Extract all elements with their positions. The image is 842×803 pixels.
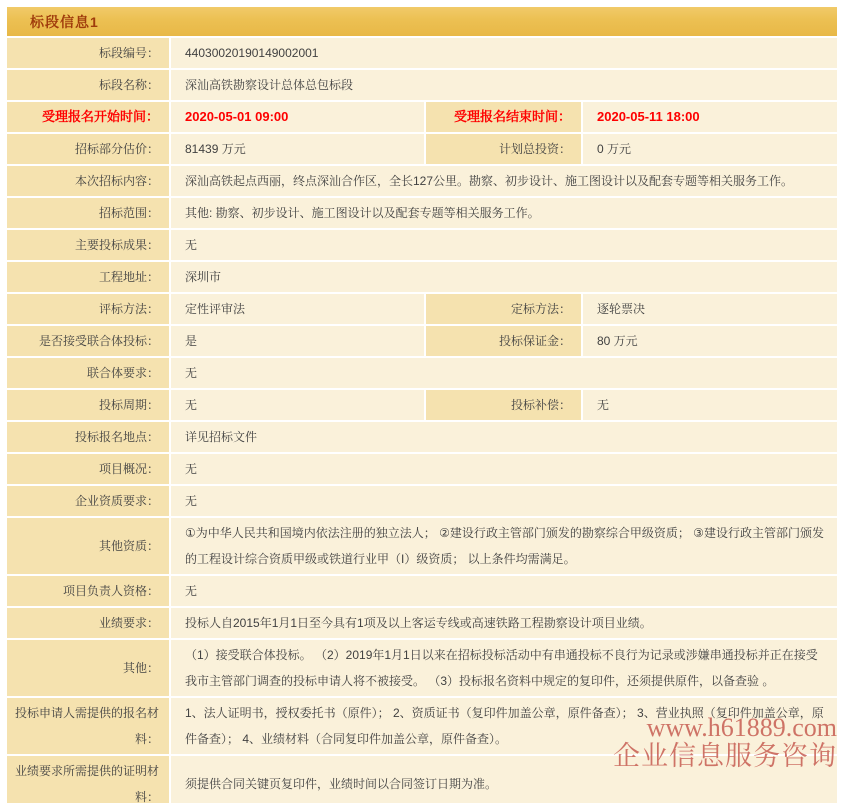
field-label: 评标方法： bbox=[7, 294, 169, 324]
field-value: 深汕高铁起点西丽，终点深汕合作区，全长127公里。勘察、初步设计、施工图设计以及配套专题等相关服务工作。 bbox=[171, 166, 837, 196]
table-row bbox=[7, 486, 837, 516]
table-row bbox=[7, 390, 837, 420]
field-value: 1、法人证明书，授权委托书（原件）； 2、资质证书（复印件加盖公章，原件备查）； 3、营业执照（复印件加盖公章，原件备查）； 4、业绩材料（合同复印件加盖公章，原件备查）。 bbox=[171, 698, 837, 754]
field-label: 联合体要求： bbox=[7, 358, 169, 388]
field-value: 投标人自2015年1月1日至今具有1项及以上客运专线或高速铁路工程勘察设计项目业绩。 bbox=[171, 608, 837, 638]
table-row bbox=[7, 294, 837, 324]
field-label: 工程地址： bbox=[7, 262, 169, 292]
field-value: （1）接受联合体投标。 （2）2019年1月1日以来在招标投标活动中有串通投标不良行为记录或涉嫌串通投标并正在接受我市主管部门调查的投标申请人将不被接受。 （3）投标报名资料中规定的复印件，还须提供原件，以备查验 。 bbox=[171, 640, 837, 696]
field-value: 是 bbox=[171, 326, 424, 356]
field-value: 无 bbox=[171, 576, 837, 606]
field-value: 81439 万元 bbox=[171, 134, 424, 164]
field-value: 44030020190149002001 bbox=[171, 38, 837, 68]
field-value: 无 bbox=[171, 230, 837, 260]
field-label: 投标报名地点： bbox=[7, 422, 169, 452]
field-label: 项目概况： bbox=[7, 454, 169, 484]
section-header bbox=[7, 7, 837, 36]
table-row bbox=[7, 756, 837, 803]
table-row bbox=[7, 230, 837, 260]
tender-panel bbox=[7, 7, 837, 803]
field-label: 标段名称： bbox=[7, 70, 169, 100]
field-value: 逐轮票决 bbox=[583, 294, 837, 324]
table-row bbox=[7, 198, 837, 228]
field-value: 详见招标文件 bbox=[171, 422, 837, 452]
field-label: 计划总投资： bbox=[426, 134, 581, 164]
field-label: 投标周期： bbox=[7, 390, 169, 420]
table-row bbox=[7, 102, 837, 132]
field-value: 深汕高铁勘察设计总体总包标段 bbox=[171, 70, 837, 100]
field-value: 80 万元 bbox=[583, 326, 837, 356]
field-label: 主要投标成果： bbox=[7, 230, 169, 260]
field-label: 招标范围： bbox=[7, 198, 169, 228]
field-value: 2020-05-01 09:00 bbox=[171, 102, 424, 132]
field-label: 受理报名结束时间： bbox=[426, 102, 581, 132]
table-row bbox=[7, 262, 837, 292]
field-label: 定标方法： bbox=[426, 294, 581, 324]
watermark-caption: 企业信息服务咨询 bbox=[613, 741, 837, 771]
field-value: ①为中华人民共和国境内依法注册的独立法人； ②建设行政主管部门颁发的勘察综合甲级资质； ③建设行政主管部门颁发的工程设计综合资质甲级或铁道行业甲（I）级资质； 以上条件均需满足。 bbox=[171, 518, 837, 574]
field-label: 业绩要求： bbox=[7, 608, 169, 638]
table-row bbox=[7, 640, 837, 696]
section-title: 标段信息1 bbox=[30, 13, 99, 30]
field-label: 招标部分估价： bbox=[7, 134, 169, 164]
field-label: 是否接受联合体投标： bbox=[7, 326, 169, 356]
field-value: 无 bbox=[171, 358, 837, 388]
table-row bbox=[7, 454, 837, 484]
table-row bbox=[7, 422, 837, 452]
field-label: 受理报名开始时间： bbox=[7, 102, 169, 132]
field-label: 企业资质要求： bbox=[7, 486, 169, 516]
tender-info-table bbox=[7, 38, 837, 803]
field-value: 2020-05-11 18:00 bbox=[583, 102, 837, 132]
field-value: 定性评审法 bbox=[171, 294, 424, 324]
field-label: 标段编号： bbox=[7, 38, 169, 68]
field-label: 本次招标内容： bbox=[7, 166, 169, 196]
field-value: 无 bbox=[171, 486, 837, 516]
table-row bbox=[7, 698, 837, 754]
field-label: 投标保证金： bbox=[426, 326, 581, 356]
table-row bbox=[7, 166, 837, 196]
table-row bbox=[7, 326, 837, 356]
watermark-url: www.h61889.com bbox=[646, 713, 837, 742]
table-row bbox=[7, 38, 837, 68]
field-value: 无 bbox=[583, 390, 837, 420]
table-row bbox=[7, 608, 837, 638]
field-label: 投标补偿： bbox=[426, 390, 581, 420]
field-value: 其他: 勘察、初步设计、施工图设计以及配套专题等相关服务工作。 bbox=[171, 198, 837, 228]
field-label: 项目负责人资格： bbox=[7, 576, 169, 606]
table-row bbox=[7, 134, 837, 164]
table-row bbox=[7, 70, 837, 100]
field-value: 须提供合同关键页复印件，业绩时间以合同签订日期为准。 bbox=[171, 756, 837, 803]
table-row bbox=[7, 358, 837, 388]
field-value: 深圳市 bbox=[171, 262, 837, 292]
table-row bbox=[7, 518, 837, 574]
field-label: 业绩要求所需提供的证明材料： bbox=[7, 756, 169, 803]
field-value: 无 bbox=[171, 454, 837, 484]
table-row bbox=[7, 576, 837, 606]
field-value: 0 万元 bbox=[583, 134, 837, 164]
field-label: 投标申请人需提供的报名材料： bbox=[7, 698, 169, 754]
field-value: 无 bbox=[171, 390, 424, 420]
field-label: 其他资质： bbox=[7, 518, 169, 574]
field-label: 其他： bbox=[7, 640, 169, 696]
